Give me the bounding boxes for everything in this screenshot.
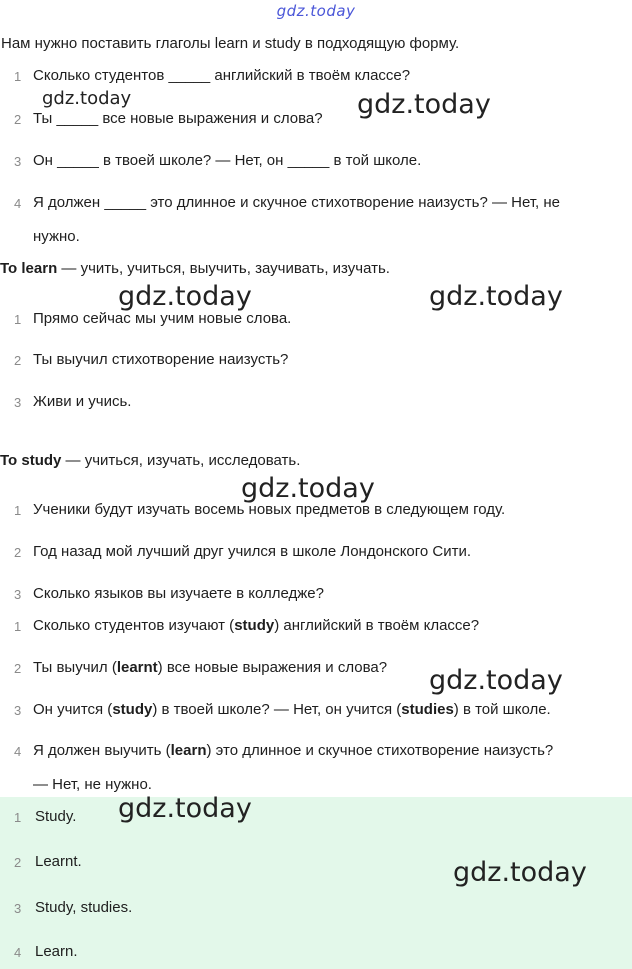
watermark: gdz.today (357, 89, 491, 120)
answer-text: Study. (35, 808, 77, 825)
item-number: 4 (14, 945, 22, 960)
item-number: 3 (14, 154, 22, 169)
answer-verb: study (234, 617, 275, 634)
learn-definition (0, 260, 390, 277)
watermark: gdz.today (453, 857, 587, 888)
example-text: Год назад мой лучший друг учился в школе Лондонского Сити. (33, 543, 472, 560)
item-text: Он _____ в твоей школе? — Нет, он _____ в той школе. (33, 152, 422, 169)
item-text-continued: нужно. (33, 228, 80, 245)
item-number: 2 (14, 112, 22, 127)
site-logo[interactable]: gdz.today (276, 2, 356, 20)
study-meaning: — учиться, изучать, исследовать. (61, 452, 301, 469)
answer-text: Learnt. (35, 853, 82, 870)
item-number: 3 (14, 395, 22, 410)
watermark: gdz.today (429, 665, 563, 696)
item-number: 1 (14, 619, 22, 634)
item-number: 2 (14, 353, 22, 368)
answer-verb: learn (170, 742, 207, 759)
translation-text: Ты выучил (learnt) все новые выражения и слова? (33, 659, 388, 676)
learn-meaning: — учить, учиться, выучить, заучивать, изучать. (57, 260, 390, 277)
item-number: 1 (14, 810, 22, 825)
item-number: 1 (14, 312, 22, 327)
translation-text-continued: — Нет, не нужно. (33, 776, 152, 793)
study-definition (0, 452, 300, 469)
example-text: Ученики будут изучать восемь новых предметов в следующем году. (33, 501, 506, 518)
item-text: Сколько студентов _____ английский в твоём классе? (33, 67, 411, 84)
task-instruction: Нам нужно поставить глаголы learn и study в подходящую форму. (1, 35, 460, 52)
watermark: gdz.today (42, 88, 132, 109)
example-text: Прямо сейчас мы учим новые слова. (33, 310, 292, 327)
item-number: 2 (14, 855, 22, 870)
translation-text: Я должен выучить (learn) это длинное и скучное стихотворение наизусть? (33, 742, 554, 759)
watermark: gdz.today (429, 281, 563, 312)
item-number: 1 (14, 69, 22, 84)
item-number: 2 (14, 661, 22, 676)
watermark: gdz.today (118, 281, 252, 312)
answer-text: Learn. (35, 943, 78, 960)
item-number: 3 (14, 901, 22, 916)
learn-term: To learn (0, 260, 58, 277)
answer-verb: learnt (116, 659, 158, 676)
item-text: Я должен _____ это длинное и скучное стихотворение наизусть? — Нет, не (33, 194, 561, 211)
watermark: gdz.today (118, 793, 252, 824)
item-text: Ты _____ все новые выражения и слова? (33, 110, 323, 127)
study-term: To study (0, 452, 62, 469)
example-text: Ты выучил стихотворение наизусть? (33, 351, 289, 368)
item-number: 1 (14, 503, 22, 518)
item-number: 4 (14, 744, 22, 759)
example-text: Сколько языков вы изучаете в колледже? (33, 585, 324, 602)
watermark: gdz.today (241, 473, 375, 504)
item-number: 3 (14, 703, 22, 718)
translation-text: Сколько студентов изучают (study) английский в твоём классе? (33, 617, 480, 634)
answer-text: Study, studies. (35, 899, 133, 916)
answer-verb: study (112, 701, 153, 718)
item-number: 2 (14, 545, 22, 560)
item-number: 3 (14, 587, 22, 602)
answer-verb: studies (401, 701, 454, 718)
translation-text: Он учится (study) в твоей школе? — Нет, он учится (studies) в той школе. (33, 701, 551, 718)
item-number: 4 (14, 196, 22, 211)
example-text: Живи и учись. (33, 393, 132, 410)
